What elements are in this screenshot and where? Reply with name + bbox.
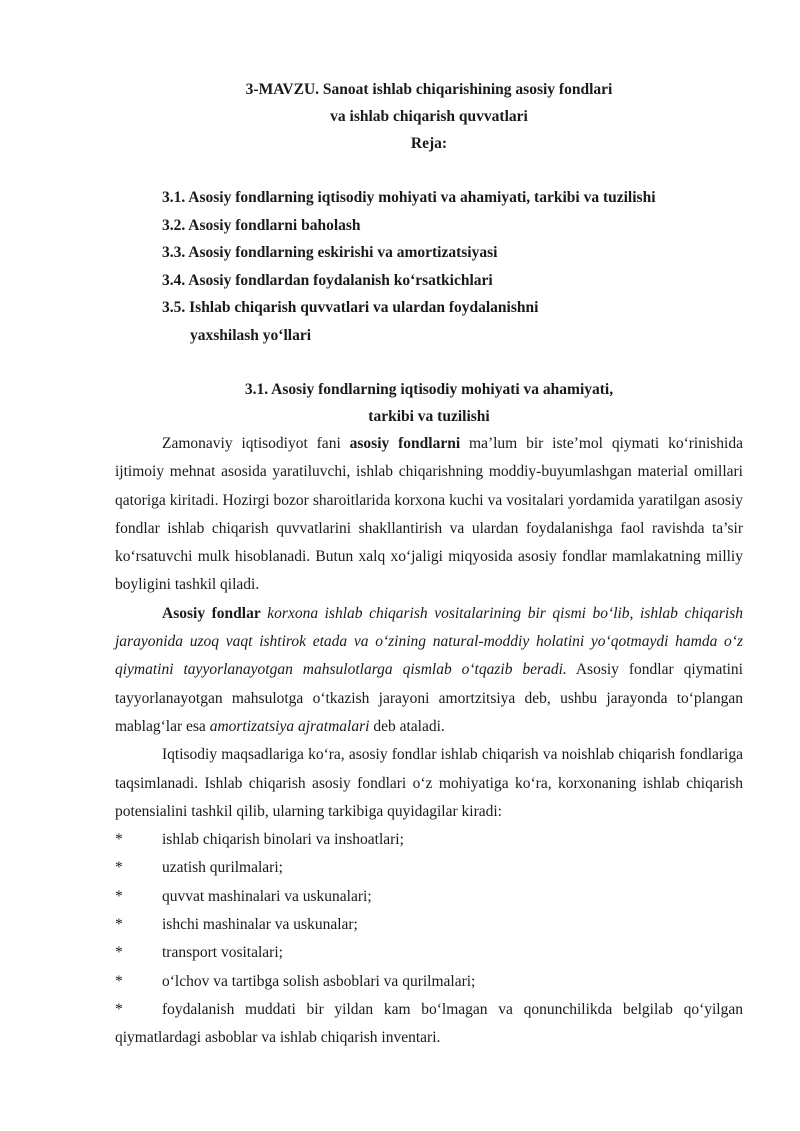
plan-list <box>115 184 743 349</box>
list-item <box>115 854 743 882</box>
bullet-list <box>115 826 743 1052</box>
list-item-text: ishchi mashinalar va uskunalar; <box>162 916 358 934</box>
section-heading <box>115 376 743 430</box>
italic-term: amortizatsiya ajratmalari <box>209 717 370 735</box>
bullet-mark: * <box>115 916 123 934</box>
text-run: Zamonaviy iqtisodiyot fani <box>162 435 350 452</box>
plan-heading: Reja: <box>410 135 448 152</box>
text-run: ma’lum bir iste’mol qiymati ko‘rinishida ijtimoiy mehnat asosida yaratiluvchi, ishlab chiqarishning moddiy-buyumlashgan material omillari qatoriga kiritadi. Hozirgi bozor sharoitlarida korxona kuchi va vositalari yordamida yaratilgan asosiy fondlar ishlab chiqarish quvvatlarini shakllantirish va ulardan foydalanishga faol ravishda ta’sir ko‘rsatuvchi mulk hisoblanadi. Butun xalq xo‘jaligi miqyosida asosiy fondlar mamlakatning milliy boyligini tashkil qiladi. <box>115 435 743 594</box>
plan-item: 3.4. Asosiy fondlardan foydalanish ko‘rsatkichlari <box>162 271 493 289</box>
section-title-line-2: tarkibi va tuzilishi <box>368 408 490 425</box>
list-item-text: uzatish qurilmalari; <box>162 859 283 877</box>
plan-item: 3.5. Ishlab chiqarish quvvatlari va ulardan foydalanishni <box>162 299 539 316</box>
list-item-text: ishlab chiqarish binolari va inshoatlari; <box>162 831 404 849</box>
topic-title-line-1: 3-MAVZU. Sanoat ishlab chiqarishining asosiy fondlari <box>245 81 613 98</box>
bullet-mark: * <box>115 1000 123 1018</box>
bold-term: Asosiy fondlar <box>162 604 261 622</box>
plan-item: 3.2. Asosiy fondlarni baholash <box>162 216 361 234</box>
bullet-mark: * <box>115 859 123 877</box>
list-item-text: quvvat mashinalari va uskunalari; <box>162 887 372 905</box>
list-item-text: o‘lchov va tartibga solish asboblari va qurilmalari; <box>162 972 476 990</box>
paragraph-1 <box>115 430 743 600</box>
text-run: deb ataladi. <box>369 717 445 735</box>
list-item-text: foydalanish muddati bir yildan kam bo‘lmagan va qonunchilikda belgilab qo‘yilgan qiymatlardagi asboblar va ishlab chiqarish inventari. <box>115 1000 743 1047</box>
paragraph-2 <box>115 600 743 741</box>
list-item <box>115 911 743 939</box>
list-item <box>115 826 743 854</box>
paragraph-3: Iqtisodiy maqsadlariga ko‘ra, asosiy fondlar ishlab chiqarish va noishlab chiqarish fondlariga taqsimlanadi. Ishlab chiqarish asosiy fondlari o‘z mohiyatiga ko‘ra, korxonaning ishlab chiqarish potensialini tashkil qilib, ularning tarkibiga quyidagilar kiradi: <box>115 746 743 820</box>
topic-header <box>115 76 743 157</box>
list-item-text: transport vositalari; <box>162 944 283 962</box>
section-title-line-1: 3.1. Asosiy fondlarning iqtisodiy mohiyati va ahamiyati, <box>244 381 614 398</box>
bullet-mark: * <box>115 972 123 990</box>
list-item <box>115 939 743 967</box>
list-item <box>115 968 743 996</box>
topic-title-line-2: va ishlab chiqarish quvvatlari <box>330 108 528 125</box>
bullet-mark: * <box>115 831 123 849</box>
plan-item: 3.3. Asosiy fondlarning eskirishi va amortizatsiyasi <box>162 244 498 261</box>
text-run: Asosiy fondlar qiymatini tayyorlanayotgan mahsulotga o‘tkazish jarayoni amortzitsiya deb, ushbu jarayonda to‘plangan mablag‘lar esa <box>115 661 743 735</box>
bold-term: asosiy fondlarni <box>349 435 461 452</box>
plan-item-continuation: yaxshilash yo‘llari <box>190 326 312 344</box>
bullet-mark: * <box>115 944 123 962</box>
italic-definition: korxona ishlab chiqarish vositalarining bir qismi bo‘lib, ishlab chiqarish jarayonida uzoq vaqt ishtirok etada va o‘zining natural-moddiy holatini yo‘qotmaydi hamda o‘z qiymatini tayyorlanayotgan mahsulotlarga qismlab o‘tqazib beradi. <box>115 604 743 679</box>
list-item <box>115 883 743 911</box>
plan-item: 3.1. Asosiy fondlarning iqtisodiy mohiyati va ahamiyati, tarkibi va tuzilishi <box>162 189 656 206</box>
bullet-mark: * <box>115 887 123 905</box>
list-item <box>115 996 743 1053</box>
